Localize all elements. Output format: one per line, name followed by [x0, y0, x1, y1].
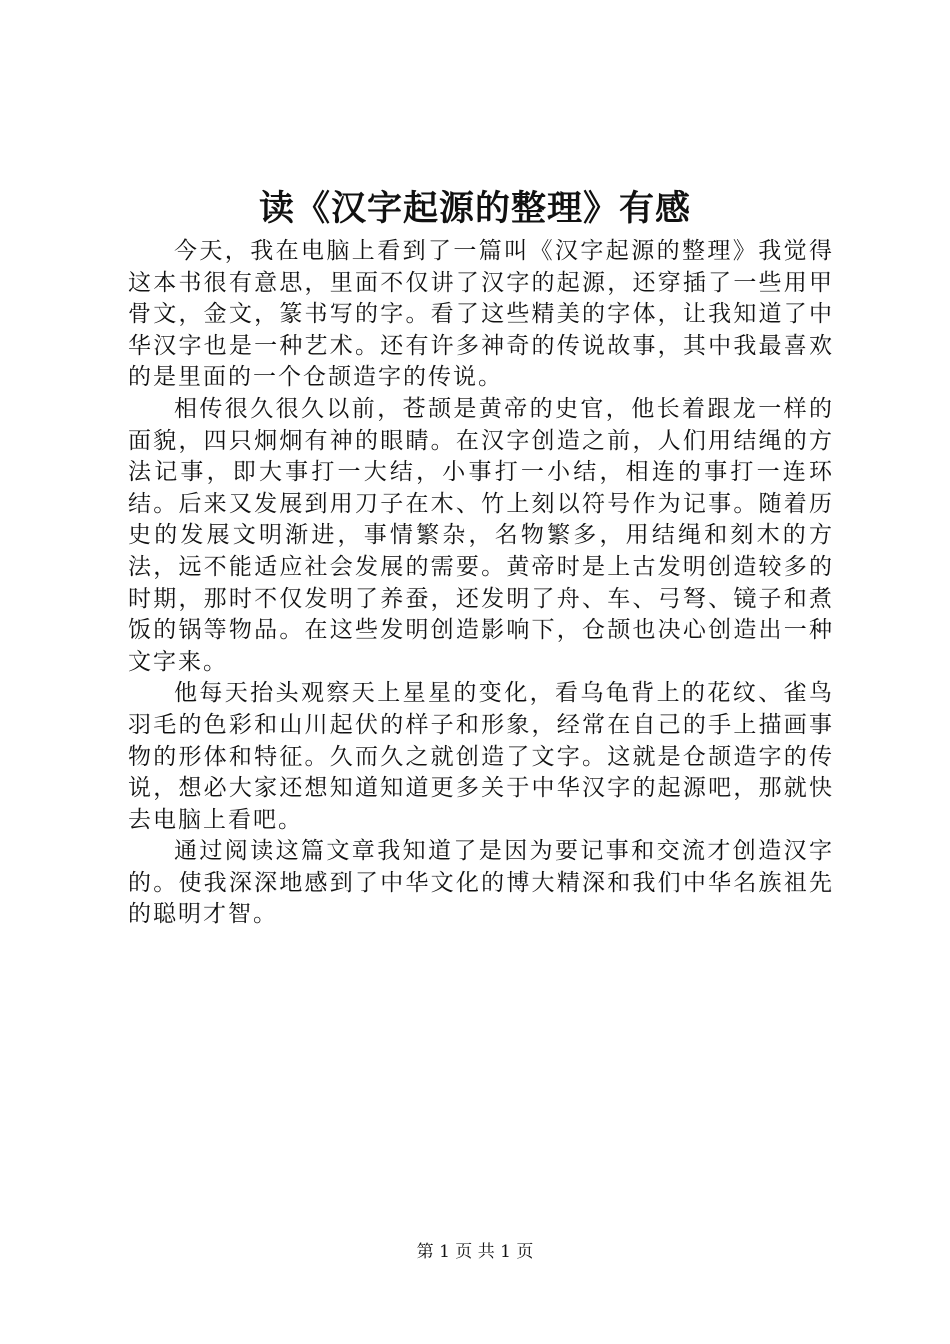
document-body [128, 236, 834, 931]
page-number-footer: 第 1 页 共 1 页 [416, 1242, 534, 1262]
paragraph-1: 今天，我在电脑上看到了一篇叫《汉字起源的整理》我觉得这本书很有意思，里面不仅讲了汉字的起源，还穿插了一些用甲骨文，金文，篆书写的字。看了这些精美的字体，让我知道了中华汉字也是一种艺术。还有许多神奇的传说故事，其中我最喜欢的是里面的一个仓颉造字的传说。 [128, 238, 834, 391]
paragraph-4: 通过阅读这篇文章我知道了是因为要记事和交流才创造汉字的。使我深深地感到了中华文化的博大精深和我们中华名族祖先的聪明才智。 [128, 838, 834, 928]
paragraph-2: 相传很久很久以前，苍颉是黄帝的史官，他长着跟龙一样的面貌，四只炯炯有神的眼睛。在汉字创造之前，人们用结绳的方法记事，即大事打一大结，小事打一小结，相连的事打一连环结。后来又发展到用刀子在木、竹上刻以符号作为记事。随着历史的发展文明渐进，事情繁杂，名物繁多，用结绳和刻木的方法，远不能适应社会发展的需要。黄帝时是上古发明创造较多的时期，那时不仅发明了养蚕，还发明了舟、车、弓弩、镜子和煮饭的锅等物品。在这些发明创造影响下，仓颉也决心创造出一种文字来。 [128, 395, 834, 675]
paragraph-3: 他每天抬头观察天上星星的变化，看乌龟背上的花纹、雀鸟羽毛的色彩和山川起伏的样子和形象，经常在自己的手上描画事物的形体和特征。久而久之就创造了文字。这就是仓颉造字的传说，想必大家还想知道知道更多关于中华汉字的起源吧，那就快去电脑上看吧。 [128, 680, 834, 833]
document-title: 读《汉字起源的整理》有感 [258, 188, 691, 229]
